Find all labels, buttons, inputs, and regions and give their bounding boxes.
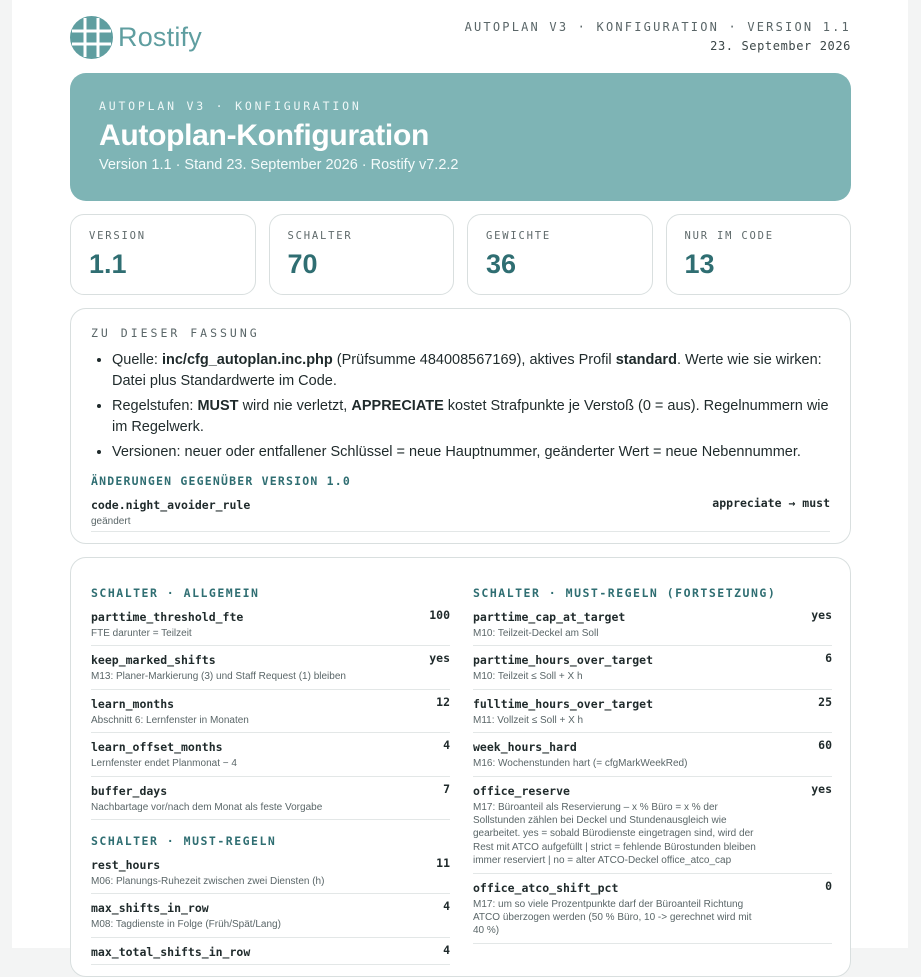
stat-value: 36 xyxy=(486,249,517,279)
about-card xyxy=(70,308,851,544)
setting-desc: M16: Wochenstunden hart (= cfgMarkWeekRed) xyxy=(473,758,688,770)
bullet-bold: MUST xyxy=(197,398,239,414)
bullet-text: Regelstufen: xyxy=(112,398,198,414)
setting-row xyxy=(473,733,832,776)
setting-value: 4 xyxy=(443,942,450,957)
setting-key: parttime_hours_over_target xyxy=(473,653,654,668)
setting-value: 7 xyxy=(443,781,450,796)
page-title: Autoplan-Konfiguration xyxy=(99,119,429,152)
stats-row xyxy=(70,214,851,295)
setting-key: learn_offset_months xyxy=(91,740,223,755)
setting-key: buffer_days xyxy=(91,783,168,798)
setting-row xyxy=(91,894,450,937)
document-date: 23. September 2026 xyxy=(710,39,851,53)
settings-column-left xyxy=(91,558,450,965)
hero-kicker: AUTOPLAN V3 · KONFIGURATION xyxy=(99,99,362,113)
setting-row xyxy=(91,938,450,965)
stat-value: 13 xyxy=(684,249,715,279)
setting-value: yes xyxy=(811,608,832,622)
brand-logo[interactable] xyxy=(70,16,202,59)
bullet-text: . Werte wie sie wirken: Datei plus Standardwerte im Code. xyxy=(112,352,822,389)
setting-row xyxy=(91,690,450,733)
bullet-versions xyxy=(112,442,830,463)
document-line: AUTOPLAN V3 · KONFIGURATION · VERSION 1.1 xyxy=(464,20,851,34)
setting-value: 11 xyxy=(436,856,450,871)
bullet-rule-levels xyxy=(112,396,830,438)
setting-value: 25 xyxy=(818,694,832,709)
setting-desc: M13: Planer-Markierung (3) und Staff Request (1) bleiben xyxy=(91,671,346,683)
setting-desc: M10: Teilzeit ≤ Soll + X h xyxy=(473,671,583,683)
hero-banner xyxy=(70,73,851,201)
setting-row xyxy=(473,603,832,646)
setting-key: max_shifts_in_row xyxy=(91,901,209,916)
setting-value: 6 xyxy=(825,651,832,666)
setting-value: 60 xyxy=(818,738,832,753)
stat-label: VERSION xyxy=(89,230,146,242)
settings-card xyxy=(70,557,851,977)
setting-desc: Lernfenster endet Planmonat − 4 xyxy=(91,758,237,770)
setting-key: office_reserve xyxy=(473,783,570,798)
setting-desc: M06: Planungs-Ruhezeit zwischen zwei Diensten (h) xyxy=(91,876,325,888)
hero-subtitle: Version 1.1 · Stand 23. September 2026 · Rostify v7.2.2 xyxy=(99,157,459,173)
setting-row xyxy=(473,874,832,944)
setting-row xyxy=(473,777,832,874)
setting-value: 100 xyxy=(429,608,450,622)
setting-desc: M10: Teilzeit-Deckel am Soll xyxy=(473,628,599,639)
setting-desc: Abschnitt 6: Lernfenster in Monaten xyxy=(91,714,249,726)
stat-card-nur-im-code xyxy=(666,214,852,295)
bullet-text: Quelle: xyxy=(112,352,162,368)
setting-desc: Nachbartage vor/nach dem Monat als feste Vorgabe xyxy=(91,801,323,813)
about-title: ZU DIESER FASSUNG xyxy=(91,326,260,340)
bullet-text: (Prüfsumme 484008567169), aktives Profil xyxy=(332,352,616,368)
setting-value: 4 xyxy=(443,738,450,753)
setting-value: 0 xyxy=(825,878,832,893)
setting-desc: M08: Tagdienste in Folge (Früh/Spät/Lang) xyxy=(91,919,281,931)
bullet-text: kostet Strafpunkte je Verstoß (0 = aus). Regelnummern wie im Regelwerk. xyxy=(112,398,829,435)
bullet-text: Versionen: neuer oder entfallener Schlüssel = neue Hauptnummer, geänderter Wert = neue Nebennummer. xyxy=(112,444,801,460)
setting-value: yes xyxy=(429,651,450,666)
stat-label: NUR IM CODE xyxy=(684,230,774,242)
setting-row xyxy=(473,646,832,689)
setting-key: keep_marked_shifts xyxy=(91,653,216,668)
setting-key: learn_months xyxy=(91,696,175,711)
setting-key: office_atco_shift_pct xyxy=(473,880,619,895)
stat-value: 1.1 xyxy=(89,249,127,279)
stat-value: 70 xyxy=(287,249,318,279)
setting-value: 12 xyxy=(436,694,450,709)
setting-key: rest_hours xyxy=(91,858,161,873)
change-key: code.night_avoider_rule xyxy=(91,498,251,512)
setting-row xyxy=(473,690,832,733)
settings-group-title: SCHALTER · MUST-REGELN (FORTSETZUNG) xyxy=(473,586,777,600)
change-desc: geändert xyxy=(91,516,131,527)
top-bar xyxy=(70,14,851,60)
change-value: appreciate → must xyxy=(712,496,830,510)
changes-title: ÄNDERUNGEN GEGENÜBER VERSION 1.0 xyxy=(91,474,351,488)
setting-row xyxy=(91,603,450,646)
change-row xyxy=(91,498,830,532)
grid-logo-icon xyxy=(70,16,113,59)
setting-row xyxy=(91,733,450,776)
settings-group-title: SCHALTER · MUST-REGELN xyxy=(91,834,277,849)
bullet-text: wird nie verletzt, xyxy=(238,398,352,414)
stat-card-version xyxy=(70,214,256,295)
document-meta xyxy=(465,20,851,53)
about-bullets xyxy=(91,350,830,463)
stat-card-gewichte xyxy=(467,214,653,295)
setting-key: week_hours_hard xyxy=(473,740,577,755)
setting-desc: M17: Büroanteil als Reservierung – x % Büro = x % der Sollstunden zählen bei Deckel und Stundenausgleich wie gearbeitet. yes = sobald Bürodienste eingetragen sind, wird der Rest mit ATCO aufgefüllt | strict = fehlende Bürostunden bleiben immer reserviert | no = alter ATCO-Deckel office_atco_cap xyxy=(473,801,756,867)
settings-column-right xyxy=(473,558,832,944)
setting-key: parttime_cap_at_target xyxy=(473,610,626,624)
setting-row xyxy=(91,851,450,894)
settings-group-title: SCHALTER · ALLGEMEIN xyxy=(91,586,260,600)
stat-label: SCHALTER xyxy=(287,230,353,242)
stat-label: GEWICHTE xyxy=(486,230,551,242)
brand-name: Rostify xyxy=(118,22,202,52)
setting-row xyxy=(91,777,450,820)
bullet-bold: inc/cfg_autoplan.inc.php xyxy=(161,352,333,368)
setting-value: yes xyxy=(811,781,832,796)
stat-card-schalter xyxy=(269,214,455,295)
setting-desc: M11: Vollzeit ≤ Soll + X h xyxy=(473,714,584,726)
bullet-bold: standard xyxy=(615,352,677,368)
setting-value: 4 xyxy=(443,899,450,914)
setting-key: fulltime_hours_over_target xyxy=(473,696,654,711)
bullet-bold: APPRECIATE xyxy=(351,398,444,414)
bullet-source xyxy=(112,350,830,392)
setting-row xyxy=(91,646,450,689)
setting-key: parttime_threshold_fte xyxy=(91,610,244,624)
page xyxy=(12,0,908,959)
setting-desc: M17: um so viele Prozentpunkte darf der Büroanteil Richtung ATCO überzogen werden (50 % Büro, 10 -> gerechnet wird mit 40 %) xyxy=(473,898,752,937)
setting-key: max_total_shifts_in_row xyxy=(91,944,251,959)
setting-desc: FTE darunter = Teilzeit xyxy=(91,628,192,639)
